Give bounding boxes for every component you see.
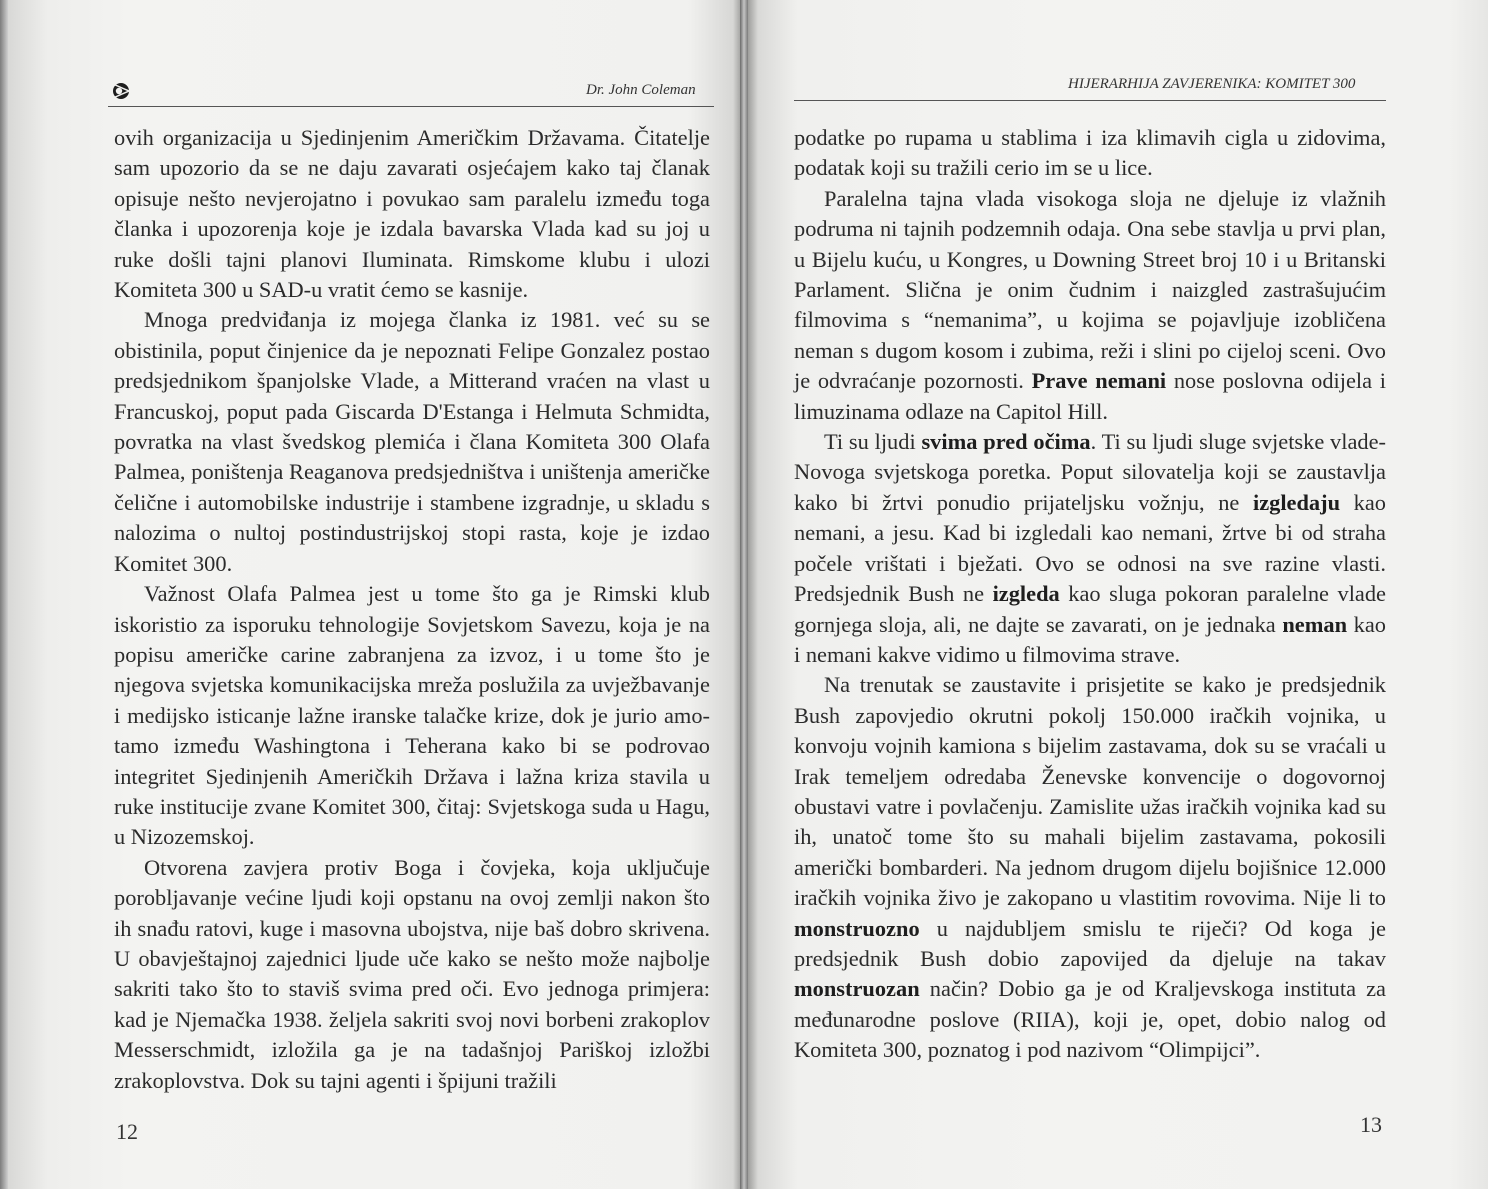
header-rule bbox=[108, 106, 714, 107]
text-run: Ti su ljudi bbox=[824, 429, 922, 455]
text-run: kao sluga pokoran paralelne vlade gornjega sloja, ali, ne dajte se zavarati, on je jednaka bbox=[794, 581, 1386, 637]
text-run: kao i nemani kakve vidimo u filmovima strave. bbox=[794, 611, 1386, 667]
emphasis: izgleda bbox=[992, 581, 1060, 607]
text-run: . Ti su ljudi sluge svjetske vlade-Novoga svjetskoga poretka. Poput silovatelja koji se zaustavlja kako bi žrtvi ponudio prijateljsku vožnju, ne bbox=[794, 429, 1387, 515]
paragraph bbox=[794, 670, 1386, 1065]
book-gutter bbox=[740, 0, 748, 1189]
running-head-author: Dr. John Coleman bbox=[586, 82, 696, 98]
emphasis: svima pred očima bbox=[921, 429, 1091, 455]
paragraph: podatke po rupama u stablima i iza klimavih cigla u zidovima, podatak koji su tražili cerio im se u lice. bbox=[794, 125, 1386, 181]
right-page bbox=[748, 0, 1488, 1189]
emphasis: monstruozno bbox=[794, 915, 920, 941]
paragraph: ovih organizacija u Sjedinjenim Američkim Državama. Čitatelje sam upozorio da se ne daju zavarati osjećajem kako taj članak opisuje nešto nevjerojatno i povukao sam paralelu između toga članka i upozorenja koje je izdala bavarska Vlada kad su joj u ruke došli tajni planovi Iluminata. Rimskome klubu i ulozi Komiteta 300 u SAD-u vratit ćemo se kasnije. bbox=[114, 125, 710, 303]
header-rule bbox=[794, 100, 1386, 101]
text-run: Na trenutak se zaustavite i prisjetite se kako je predsjednik Bush zapovjedio okrutni pokolj 150.000 iračkih vojnika, u konvoju vojnih kamiona s bijelim zastavama, dok su se vraćali u Irak temeljem odredaba Ženevske konvencije o dogovornoj obustavi vatre i povlačenju. Zamislite užas iračkih vojnika kad su ih, unatoč tome što su mahali bijelim zastavama, pokosili američki bombarderi. Na jednom drugom dijelu bojišnice 12.000 iračkih vojnika živo je zakopano u vlastitim rovovima. Nije li to bbox=[794, 672, 1386, 911]
text-run: Paralelna tajna vlada visokoga sloja ne djeluje iz vlažnih podruma ni tajnih podzemnih odaja. Ona sebe stavlja u prvi plan, u Bijelu kuću, u Kongres, u Downing Street broj 10 i u Britanski Parlament. Slična je onim čudnim i naizgled zastrašujućim filmovima s “nemanima”, u kojima se pojavljuje izobličena neman s dugom kosom i zubima, reži i slini po cijeloj sceni. Ovo je odvraćanje pozornosti. bbox=[794, 185, 1386, 394]
left-page bbox=[8, 0, 740, 1189]
paragraph: Otvorena zavjera protiv Boga i čovjeka, koja uključuje porobljavanje većine ljudi koji opstanu na ovoj zemlji nakon što ih snađu ratovi, kuge i masovna ubojstva, nije baš dobro skrivena. U obavještajnoj zajednici ljude uče kako se nešto može najbolje sakriti tako što to staviš svima pred oči. Evo jednoga primjera: kad je Njemačka 1938. željela sakriti svoj novi borbeni zrakoplov Messerschmidt, izložila ga je na tadašnjoj Pariškoj izložbi zrakoplovstva. Dok su tajni agenti i špijuni tražili bbox=[114, 854, 710, 1093]
page-number: 13 bbox=[1360, 1112, 1382, 1137]
text-run: kao nemani, a jesu. Kad bi izgledali kao nemani, žrtve bi od straha počele vrištati i bježati. Ovo se odnosi na sve razine vlasti. Predsjednik Bush ne bbox=[794, 489, 1386, 607]
paragraph: Važnost Olafa Palmea jest u tome što ga je Rimski klub iskoristio za isporuku tehnologije Sovjetskom Savezu, koja je na popisu američke carine zabranjena za izvoz, i u tome što je njegova svjetska komunikacijska mreža poslužila za uvježbavanje i medijsko isticanje lažne iranske talačke krize, dok je jurio amo-tamo između Washingtona i Teherana kako bi se podrovao integritet Sjedinjenih Američkih Država i lažna kriza stavila u ruke institucije zvane Komitet 300, čitaj: Svjetskoga suda u Hagu, u Nizozemskoj. bbox=[114, 581, 710, 850]
text-run: u najdubljem smislu te riječi? Od koga je predsjednik Bush dobio zapovijed da djeluje na takav bbox=[794, 915, 1386, 971]
paragraph bbox=[794, 427, 1386, 670]
publisher-logo-icon bbox=[110, 80, 132, 102]
emphasis: monstruozan bbox=[794, 976, 920, 1002]
text-run: način? Dobio ga je od Kraljevskoga instituta za međunarodne poslove (RIIA), koji je, opet, dobio nalog od Komiteta 300, poznatog i pod nazivom “Olimpijci”. bbox=[794, 976, 1386, 1063]
paragraph bbox=[794, 184, 1386, 427]
emphasis: izgledaju bbox=[1252, 489, 1341, 515]
running-head-title: HIJERARHIJA ZAVJERENIKA: KOMITET 300 bbox=[1068, 76, 1356, 92]
page-number: 12 bbox=[116, 1119, 138, 1144]
emphasis: Prave nemani bbox=[1031, 368, 1167, 394]
text-run: nose poslovna odijela i limuzinama odlaze na Capitol Hill. bbox=[794, 368, 1386, 424]
emphasis: neman bbox=[1282, 611, 1348, 637]
right-body-text bbox=[794, 123, 1386, 1066]
paragraph: Mnoga predviđanja iz mojega članka iz 1981. već su se obistinila, poput činjenice da je nepoznati Felipe Gonzalez postao predsjednikom španjolske Vlade, a Mitterand vraćen na vlast u Francuskoj, poput pada Giscarda D'Estanga i Helmuta Schmidta, povratka na vlast švedskog plemića i člana Komiteta 300 Olafa Palmea, poništenja Reaganova predsjedništva i uništenja američke čelične i automobilske industrije i stambene izgradnje, u skladu s nalozima o nultoj postindustrijskoj stopi rasta, koje je izdao Komitet 300. bbox=[114, 307, 710, 576]
left-body-text bbox=[114, 123, 710, 1096]
